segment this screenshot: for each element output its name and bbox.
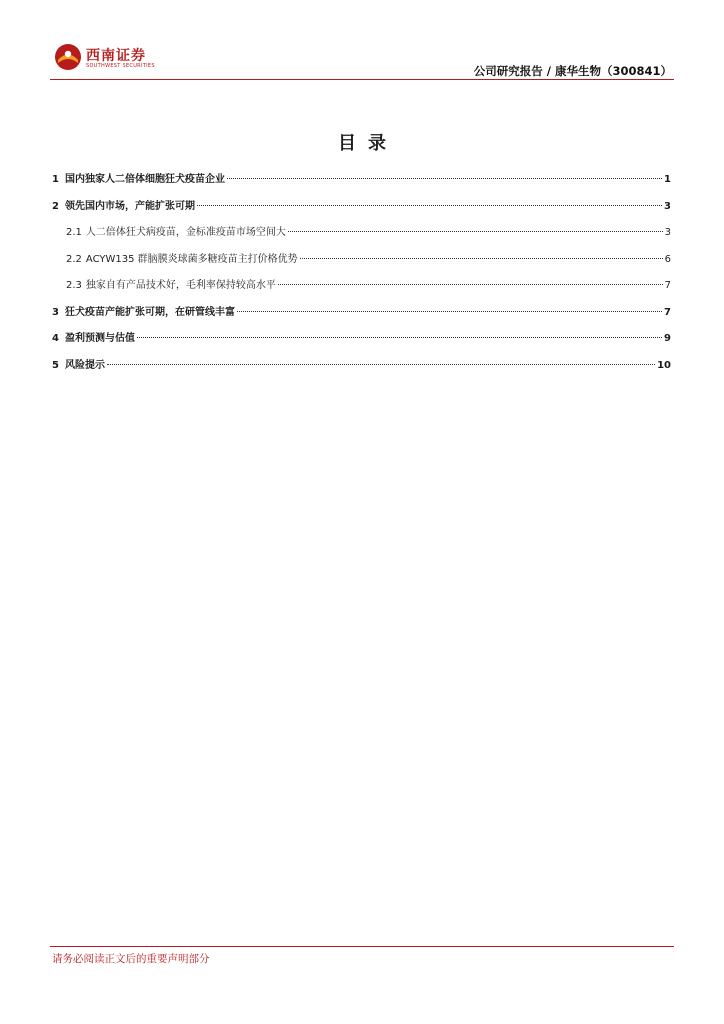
toc-dot-leader <box>137 337 662 338</box>
toc-entry-text: 领先国内市场，产能扩张可期 <box>64 200 195 212</box>
toc-entry-page: 7 <box>664 306 671 318</box>
toc-entry-page: 6 <box>664 253 671 265</box>
toc-entry-number: 2.2 <box>66 253 82 265</box>
toc-dot-leader <box>197 205 662 206</box>
page-header <box>0 0 724 82</box>
report-type-label: 公司研究报告 / 康华生物（300841） <box>473 64 672 78</box>
toc-entry-text: 风险提示 <box>64 359 105 371</box>
toc-dot-leader <box>288 231 663 232</box>
toc-entry-4[interactable] <box>52 329 671 356</box>
toc-entry-number: 2.1 <box>66 227 82 238</box>
toc-entry-number: 4 <box>52 333 59 344</box>
toc-entry-page: 3 <box>664 200 671 212</box>
logo-chinese-name: 西南证券 <box>86 48 146 64</box>
toc-entry-number: 2 <box>52 200 59 212</box>
toc-entry-2-1[interactable] <box>52 223 671 250</box>
toc-entry-number: 5 <box>52 359 59 371</box>
disclaimer-note: 请务必阅读正文后的重要声明部分 <box>52 953 210 965</box>
company-logo <box>54 43 174 75</box>
toc-entry-page: 7 <box>664 280 671 291</box>
toc-dot-leader <box>107 364 655 365</box>
toc-entry-number: 1 <box>52 174 59 185</box>
toc-entry-text: 盈利预测与估值 <box>64 333 135 344</box>
logo-english-name: SOUTHWEST SECURITIES <box>86 63 155 69</box>
toc-entry-text: 狂犬疫苗产能扩张可期，在研管线丰富 <box>64 306 235 318</box>
toc-entry-2-3[interactable] <box>52 276 671 303</box>
toc-dot-leader <box>300 258 663 259</box>
toc-entry-3[interactable] <box>52 303 671 330</box>
toc-entry-page: 3 <box>664 227 671 238</box>
toc-entry-text: 独家自有产品技术好，毛利率保持较高水平 <box>85 280 276 291</box>
toc-entry-number: 2.3 <box>66 280 82 291</box>
toc-entry-page: 1 <box>664 174 671 185</box>
toc-entry-5[interactable] <box>52 356 671 383</box>
toc-entry-2[interactable] <box>52 197 671 224</box>
toc-entry-text: ACYW135 群脑膜炎球菌多糖疫苗主打价格优势 <box>85 253 298 265</box>
toc-dot-leader <box>278 284 663 285</box>
toc-dot-leader <box>237 311 662 312</box>
toc-entry-page: 9 <box>664 333 671 344</box>
footer-divider <box>50 946 674 947</box>
logo-emblem-icon <box>54 43 82 71</box>
toc-entry-1[interactable] <box>52 170 671 197</box>
toc-entry-page: 10 <box>657 359 671 371</box>
toc-entry-text: 国内独家人二倍体细胞狂犬疫苗企业 <box>64 174 225 185</box>
toc-entry-2-2[interactable] <box>52 250 671 277</box>
toc-dot-leader <box>227 178 662 179</box>
header-divider <box>50 79 674 80</box>
toc-entry-number: 3 <box>52 306 59 318</box>
table-of-contents <box>52 170 671 382</box>
toc-entry-text: 人二倍体狂犬病疫苗，金标准疫苗市场空间大 <box>85 227 286 238</box>
toc-title: 目录 <box>338 133 398 154</box>
